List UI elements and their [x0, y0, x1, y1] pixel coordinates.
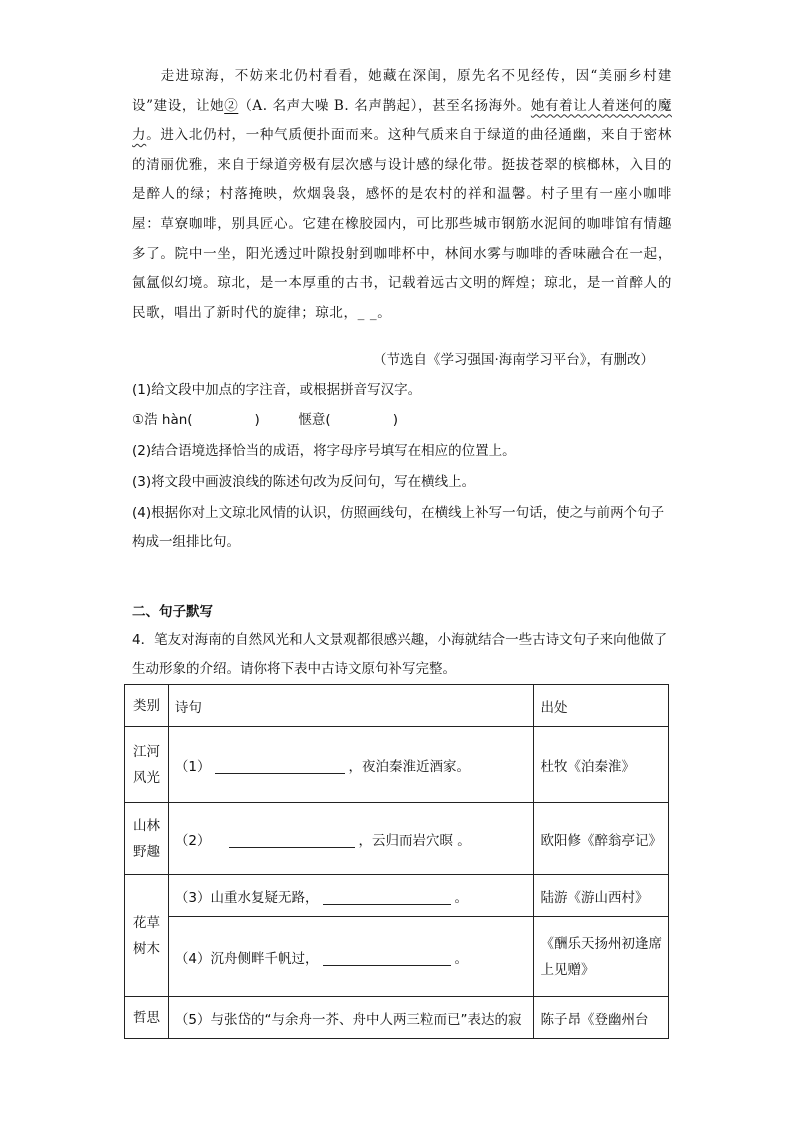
table-row	[125, 917, 669, 997]
row-before: 与张岱的“与余舟一芥、舟中人两三粒而已”表达的寂	[210, 1011, 522, 1028]
passage-part2: （A. 名声大噪 B. 名声鹊起），甚至名扬海外。	[238, 97, 531, 114]
row-source: 《酬乐天扬州初逢席上见赠》	[534, 917, 669, 997]
passage-source: （节选自《学习强国·海南学习平台》，有删改）	[372, 352, 654, 368]
question-3: (3)将文段中画波浪线的陈述句改为反问句，写在横线上。	[132, 474, 476, 490]
row-poem	[168, 917, 534, 997]
q1-item-b-close: )	[392, 412, 398, 428]
row-after: ，云归而岩穴暝 。	[358, 832, 471, 849]
row-source: 欧阳修《醉翁亭记》	[534, 803, 669, 875]
row-category: 山林野趣	[125, 803, 169, 875]
row-poem	[168, 875, 534, 917]
row-category: 江河风光	[125, 727, 169, 803]
q1-item-a: ①浩 hàn(	[132, 412, 193, 428]
wavy-sentence: 她有着让人着迷何的魔力	[132, 97, 672, 144]
passage-part3: 。进入北仍村，一种气质便扑面而来。这种气质来自于绿道的曲径通幽，来自于密林的清丽优雅，来自于绿道旁极有层次感与设计感的绿化带。挺拔苍翠的槟榔林，入目的是醉人的绿；村落掩映，炊烟袅袅，感怀的是农村的祥和温馨。村子里有一座小咖啡屋：草寮咖啡，别具匠心。它建在橡胶园内，可比那些城市钢筋水泥间的咖啡馆有情趣多了。院中一坐，阳光透过叶隙投射到咖啡杯中，林间水雾与咖啡的香味融合在一起，氤氲似幻境。琼北，是一本厚重的古书，记载着远古文明的辉煌；琼北，是一首醉人的民歌，唱出了新时代的旋律；琼北，_ _。	[132, 127, 672, 321]
q1-item-b: 惬意(	[298, 412, 331, 428]
passage-part1: 走进琼海，不妨来北仍村看看，她藏在深闺，原先名不见经传，因“美丽乡村建设”建设，让她	[132, 68, 672, 114]
row-after: ，夜泊秦淮近酒家。	[348, 758, 471, 775]
row-before: 沉舟侧畔千帆过，	[210, 950, 319, 967]
row-category: 花草树木	[125, 875, 169, 997]
table-row	[125, 997, 669, 1039]
table-row	[125, 727, 669, 803]
fill-blank[interactable]	[323, 951, 451, 966]
row-poem	[168, 727, 534, 803]
row-before: 山重水复疑无路，	[210, 889, 319, 906]
question-2: (2)结合语境选择恰当的成语，将字母序号填写在相应的位置上。	[132, 443, 516, 459]
row-after: 。	[454, 889, 469, 906]
q1-item-a-close: )	[254, 412, 260, 428]
row-source: 陆游《游山西村》	[534, 875, 669, 917]
row-source: 杜牧《泊秦淮》	[534, 727, 669, 803]
header-source: 出处	[534, 685, 669, 727]
table-row	[125, 875, 669, 917]
table-row	[125, 803, 669, 875]
row-num: （1）	[174, 758, 211, 775]
blank-number: ②	[224, 97, 239, 114]
reading-passage	[132, 62, 672, 328]
fill-blank[interactable]	[229, 833, 355, 848]
question-1: (1)给文段中加点的字注音，或根据拼音写汉字。	[132, 382, 422, 398]
question-1-items	[132, 406, 672, 435]
row-num: （5）	[174, 1011, 211, 1028]
row-poem	[168, 803, 534, 875]
row-num: （3）	[174, 889, 211, 906]
table-header-row	[125, 685, 669, 727]
fill-blank[interactable]	[215, 759, 345, 774]
fill-blank[interactable]	[323, 890, 451, 905]
row-after: 。	[454, 950, 469, 967]
header-poem: 诗句	[168, 685, 534, 727]
header-category: 类别	[125, 685, 169, 727]
row-num: （2）	[174, 832, 211, 849]
row-poem	[168, 997, 534, 1039]
row-source: 陈子昂《登幽州台	[534, 997, 669, 1039]
poem-table	[124, 684, 669, 1039]
question-4: (4)根据你对上文琼北风情的认识，仿照画线句，在横线上补写一句话，使之与前两个句子构成一组排比句。	[132, 505, 665, 550]
row-category: 哲思	[125, 997, 169, 1039]
row-num: （4）	[174, 950, 211, 967]
section-prompt: 4．笔友对海南的自然风光和人文景观都很感兴趣，小海就结合一些古诗文句子来向他做了生动形象的介绍。请你将下表中古诗文原句补写完整。	[132, 632, 668, 677]
section-title: 二、句子默写	[132, 604, 213, 620]
